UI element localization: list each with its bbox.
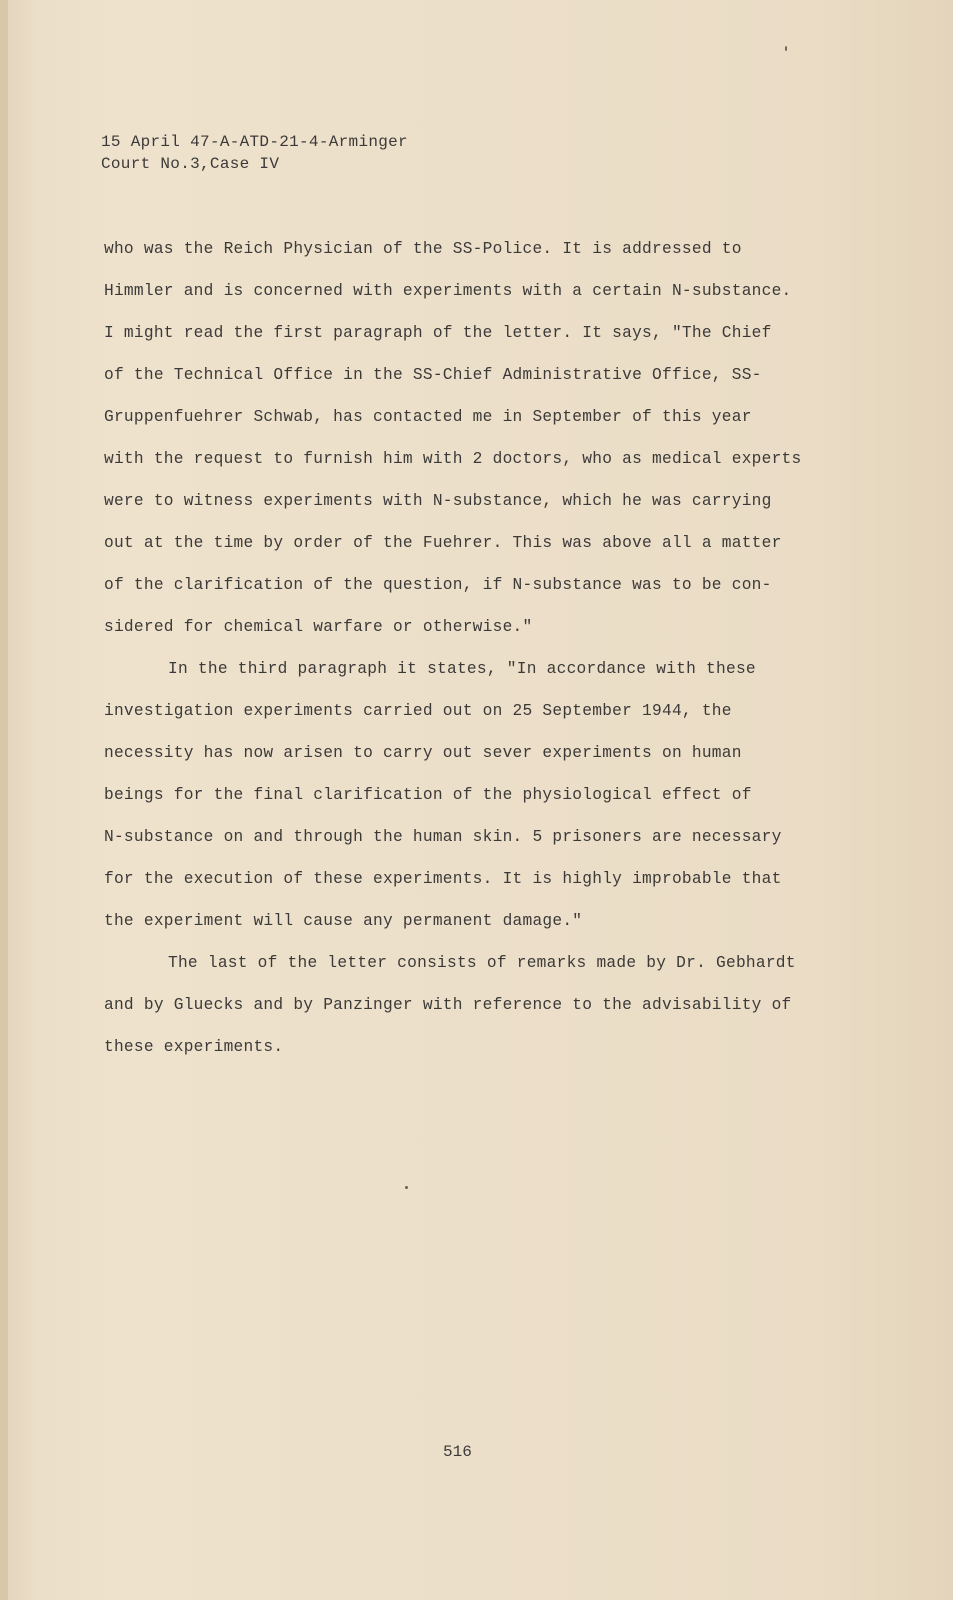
text-line: sidered for chemical warfare or otherwise." <box>104 618 533 636</box>
text-line: who was the Reich Physician of the SS-Police. It is addressed to <box>104 240 742 258</box>
text-line: Himmler and is concerned with experiments with a certain N-substance. <box>104 282 792 300</box>
text-line: The last of the letter consists of remarks made by Dr. Gebhardt <box>168 954 796 972</box>
text-line: were to witness experiments with N-substance, which he was carrying <box>104 492 772 510</box>
text-line: of the Technical Office in the SS-Chief Administrative Office, SS- <box>104 366 762 384</box>
text-line: of the clarification of the question, if N-substance was to be con- <box>104 576 772 594</box>
text-line: beings for the final clarification of the physiological effect of <box>104 786 752 804</box>
header-line-date-reference: 15 April 47-A-ATD-21-4-Arminger <box>101 133 408 151</box>
text-line: out at the time by order of the Fuehrer. This was above all a matter <box>104 534 782 552</box>
text-line: these experiments. <box>104 1038 284 1056</box>
text-line: the experiment will cause any permanent damage." <box>104 912 583 930</box>
text-line: with the request to furnish him with 2 doctors, who as medical experts <box>104 450 802 468</box>
paper-speck <box>785 46 787 51</box>
text-line: Gruppenfuehrer Schwab, has contacted me in September of this year <box>104 408 752 426</box>
text-line: N-substance on and through the human skin. 5 prisoners are necessary <box>104 828 782 846</box>
page-number: 516 <box>443 1443 472 1461</box>
text-line: for the execution of these experiments. It is highly improbable that <box>104 870 782 888</box>
page-left-edge <box>0 0 8 1600</box>
paper-speck <box>405 1186 408 1189</box>
text-line: I might read the first paragraph of the letter. It says, "The Chief <box>104 324 772 342</box>
text-line: necessity has now arisen to carry out sever experiments on human <box>104 744 742 762</box>
body-text <box>104 228 824 1068</box>
document-header <box>101 131 408 175</box>
text-line: and by Gluecks and by Panzinger with reference to the advisability of <box>104 996 792 1014</box>
text-line: In the third paragraph it states, "In accordance with these <box>168 660 756 678</box>
text-line: investigation experiments carried out on 25 September 1944, the <box>104 702 732 720</box>
header-line-court-case: Court No.3,Case IV <box>101 155 280 173</box>
